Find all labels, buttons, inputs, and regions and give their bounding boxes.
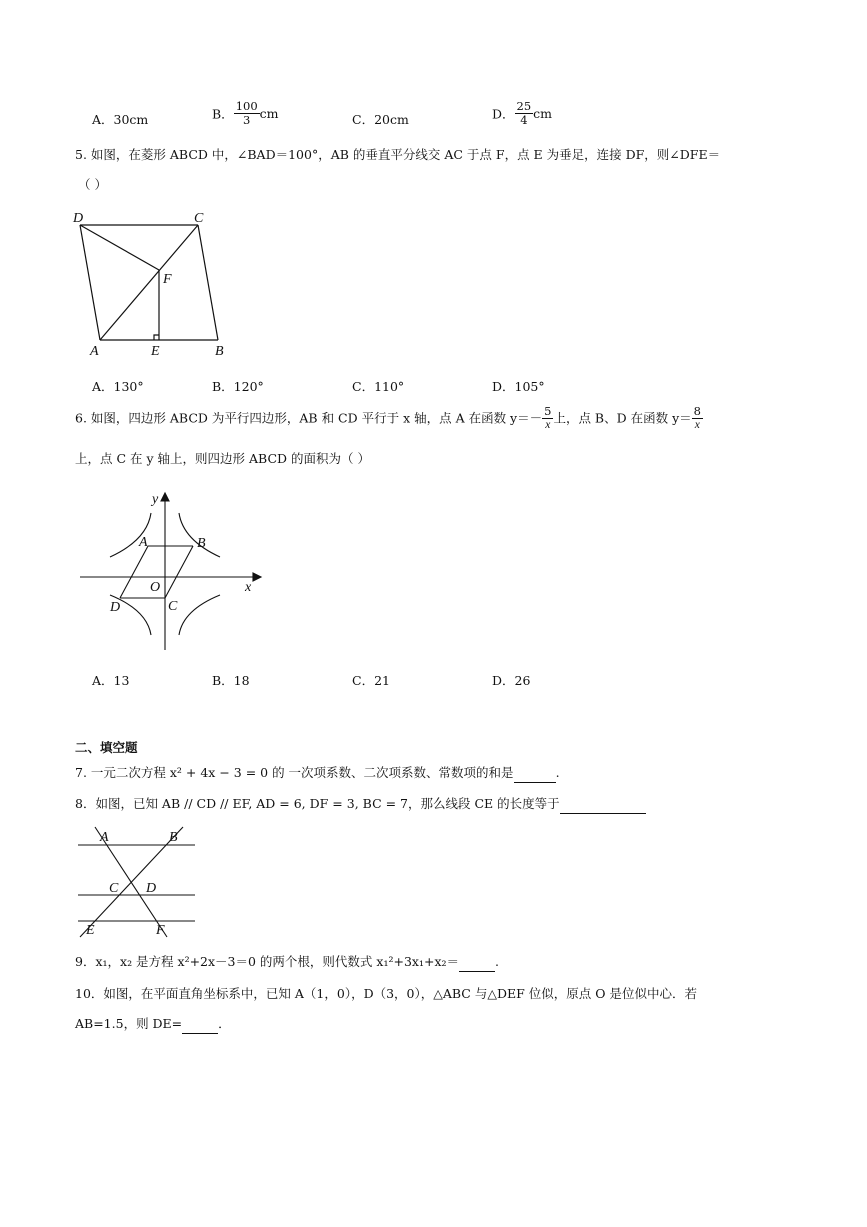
q6-curve-fourth-quadrant bbox=[179, 595, 220, 635]
q6-label-a: A bbox=[139, 535, 148, 550]
q8-label-c: C bbox=[109, 881, 119, 896]
q8-answer-blank[interactable] bbox=[560, 795, 646, 814]
q6-fraction1-denominator: x bbox=[545, 419, 551, 431]
q4-option-b-numerator: 100 bbox=[235, 99, 258, 113]
q5-option-b: B．120° bbox=[212, 379, 264, 394]
q4-option-a: A．30cm bbox=[92, 112, 149, 127]
q4-option-d-numerator: 25 bbox=[516, 99, 532, 113]
q6-label-d: D bbox=[110, 600, 121, 615]
q7-stem bbox=[75, 764, 560, 783]
q7-answer-blank[interactable] bbox=[514, 764, 556, 783]
q4-option-d-denominator: 4 bbox=[520, 113, 528, 127]
q6-option-c: C．21 bbox=[352, 673, 390, 688]
q4-option-b-denominator: 3 bbox=[243, 113, 251, 127]
q8-label-e: E bbox=[86, 923, 95, 938]
q6-label-o: O bbox=[150, 580, 161, 595]
q5-label-e: E bbox=[151, 344, 160, 359]
q5-stem-line1: 5. 如图，在菱形 ABCD 中，∠BAD＝100°，AB 的垂直平分线交 AC 于点 F，点 E 为垂足，连接 DF，则∠DFE＝ bbox=[75, 147, 721, 162]
q8-label-d: D bbox=[146, 881, 157, 896]
q5-label-f: F bbox=[163, 272, 172, 287]
q10-stem-line2 bbox=[75, 1015, 231, 1034]
section-title-fill-in: 二、填空题 bbox=[75, 740, 138, 755]
q9-tail: . bbox=[495, 954, 499, 969]
q4-option-b bbox=[212, 100, 279, 127]
q9-text: 9．x₁，x₂ 是方程 x²+2x－3＝0 的两个根，则代数式 x₁²+3x₁+x₂＝ bbox=[75, 954, 460, 969]
q6-x-axis-arrow bbox=[253, 573, 261, 581]
q8-label-f: F bbox=[156, 923, 165, 938]
q10-tail: ． bbox=[218, 1016, 231, 1031]
q6-option-d: D．26 bbox=[492, 673, 531, 688]
q5-option-a: A．130° bbox=[92, 379, 144, 394]
q8-stem bbox=[75, 795, 646, 814]
q5-segment-df bbox=[80, 225, 159, 270]
q10-text: AB=1.5，则 DE= bbox=[75, 1016, 183, 1031]
q5-label-b: B bbox=[215, 344, 224, 359]
q6-fraction1-numerator: 5 bbox=[544, 404, 552, 418]
q6-stem-part2: 上，点 B、D 在函数 y＝ bbox=[553, 410, 692, 426]
q6-label-c: C bbox=[168, 599, 178, 614]
q10-stem-line1: 10．如图，在平面直角坐标系中，已知 A（1，0），D（3，0），△ABC 与△DEF 位似，原点 O 是位似中心．若 bbox=[75, 986, 697, 1001]
q5-edge-cb bbox=[198, 225, 218, 340]
q6-stem-line1 bbox=[75, 405, 703, 432]
q4-option-d-fraction bbox=[515, 100, 534, 127]
q4-option-b-prefix: B． bbox=[212, 106, 234, 122]
q6-label-x: x bbox=[245, 580, 252, 595]
q4-option-c: C．20cm bbox=[352, 112, 409, 127]
q5-rhombus-figure bbox=[70, 205, 240, 365]
q7-tail: . bbox=[555, 765, 560, 780]
q9-answer-blank[interactable] bbox=[459, 953, 495, 972]
q6-coordinate-figure bbox=[75, 485, 265, 655]
q5-right-angle-mark bbox=[154, 335, 159, 340]
q6-stem-line2: 上，点 C 在 y 轴上，则四边形 ABCD 的面积为（ ） bbox=[75, 451, 370, 466]
q4-option-b-unit: cm bbox=[259, 106, 279, 121]
q8-text: 8．如图，已知 AB // CD // EF, AD = 6, DF = 3, BC = 7，那么线段 CE 的长度等于 bbox=[75, 796, 560, 811]
q6-edge-bc bbox=[165, 546, 193, 598]
q6-label-b: B bbox=[197, 536, 206, 551]
q6-label-y: y bbox=[152, 492, 159, 507]
q10-answer-blank[interactable] bbox=[182, 1015, 218, 1034]
q6-option-b: B．18 bbox=[212, 673, 250, 688]
q8-label-b: B bbox=[169, 830, 178, 845]
q6-stem-part1: 6. 如图，四边形 ABCD 为平行四边形，AB 和 CD 平行于 x 轴，点 A 在函数 y＝－ bbox=[75, 410, 543, 426]
q6-fraction2-numerator: 8 bbox=[693, 404, 701, 418]
q5-diagonal-ac bbox=[100, 225, 198, 340]
q8-label-a: A bbox=[100, 830, 109, 845]
q5-stem-line2: （ ） bbox=[78, 177, 107, 192]
q8-parallel-lines-figure bbox=[75, 825, 205, 940]
q7-text: 7. 一元二次方程 x² + 4x − 3 = 0 的 一次项系数、二次项系数、常数项的和是 bbox=[75, 765, 514, 780]
q6-fraction-5-over-x bbox=[542, 405, 553, 432]
q6-y-axis-arrow bbox=[161, 493, 169, 501]
q4-option-d-prefix: D． bbox=[492, 106, 515, 122]
q6-edge-ad bbox=[120, 546, 148, 598]
q6-fraction2-denominator: x bbox=[694, 419, 700, 431]
q5-label-d: D bbox=[73, 211, 84, 226]
q6-fraction-8-over-x bbox=[692, 405, 703, 432]
q4-option-d bbox=[492, 100, 552, 127]
q6-option-a: A．13 bbox=[92, 673, 130, 688]
q5-edge-da bbox=[80, 225, 100, 340]
q9-stem bbox=[75, 953, 499, 972]
q4-option-d-unit: cm bbox=[533, 106, 553, 121]
q5-option-d: D．105° bbox=[492, 379, 545, 394]
q4-option-b-fraction bbox=[234, 100, 260, 127]
q5-label-a: A bbox=[90, 344, 99, 359]
q5-option-c: C．110° bbox=[352, 379, 405, 394]
q5-label-c: C bbox=[194, 211, 204, 226]
